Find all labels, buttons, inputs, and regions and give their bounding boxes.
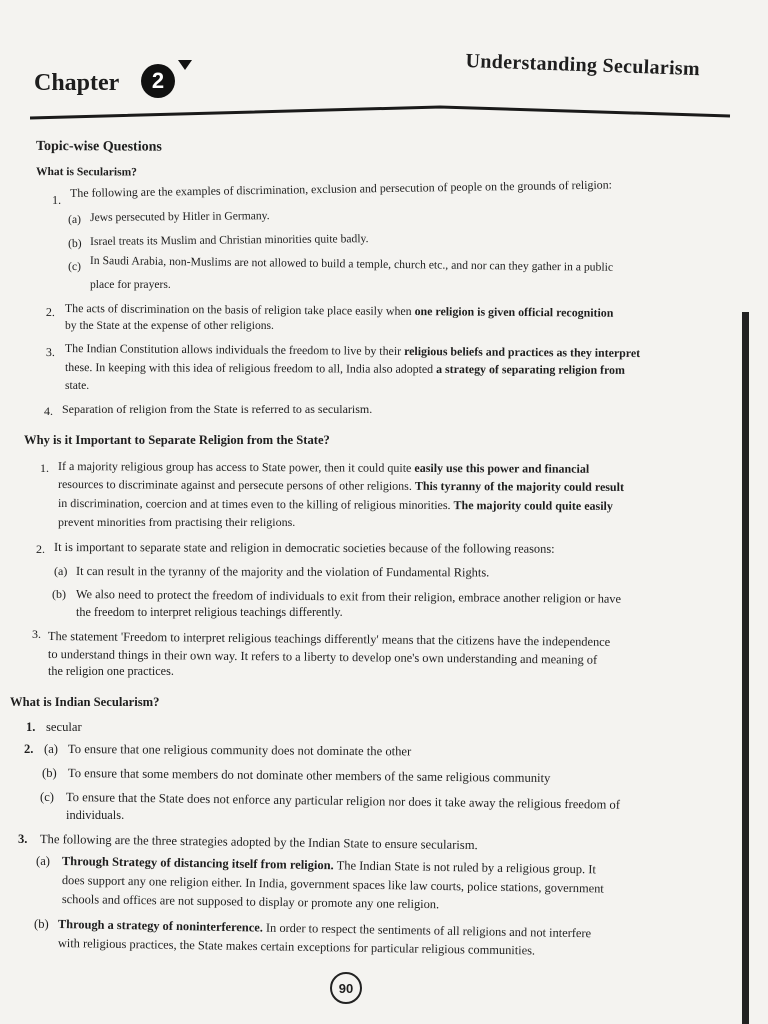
- answer-text: The Indian Constitution allows individuals the freedom to live by their religious beliefs and practices as they interpret: [64, 341, 641, 361]
- answer-text: Through Strategy of distancing itself from religion. The Indian State is not ruled by a religious group. It: [61, 854, 597, 877]
- answer-text: The following are the three strategies adopted by the Indian State to ensure secularism.: [39, 832, 478, 853]
- question-number: 1.: [26, 720, 36, 734]
- question-number: 1.: [40, 461, 49, 475]
- option-label: (a): [44, 742, 58, 756]
- question-number: 3.: [18, 832, 28, 846]
- option-label: (a): [36, 854, 50, 868]
- question-number: 2.: [36, 542, 45, 556]
- answer-text: state.: [65, 379, 90, 392]
- option-label: (a): [67, 212, 81, 226]
- answer-text: by the State at the expense of other religions.: [65, 319, 274, 332]
- option-label: (a): [54, 564, 68, 578]
- header-rule: [30, 104, 740, 120]
- question-number: 1.: [51, 192, 62, 207]
- question-number: 2.: [24, 742, 34, 756]
- chapter-arrow-icon: [178, 60, 192, 70]
- page-number: 90: [330, 972, 362, 1004]
- answer-text: To ensure that the State does not enforce any particular religion nor does it take away the religious freedom of: [65, 790, 621, 812]
- subsection-heading: What is Secularism?: [35, 166, 137, 179]
- page-edge-bar: [742, 312, 749, 1024]
- answer-text: Through a strategy of noninterference. In order to respect the sentiments of all religions and not interfere: [57, 917, 592, 941]
- answer-text: To ensure that some members do not dominate other members of the same religious community: [67, 766, 551, 786]
- question-number: 3.: [45, 345, 56, 360]
- answer-text: The acts of discrimination on the basis of religion take place easily when one religion is given official recognition: [64, 301, 614, 320]
- answer-text: The statement 'Freedom to interpret religious teachings differently' means that the citizens have the independence: [47, 629, 611, 649]
- answer-text: the religion one practices.: [48, 664, 174, 678]
- option-label: (b): [67, 236, 82, 250]
- answer-text: In Saudi Arabia, non-Muslims are not allowed to build a temple, church etc., and nor can they gather in a public: [89, 254, 614, 274]
- question-number: 4.: [44, 404, 53, 418]
- answer-text: place for prayers.: [90, 278, 171, 291]
- answer-text: these. In keeping with this idea of religious freedom to all, India also adopted a strategy of separating religion from: [64, 360, 625, 377]
- chapter-title: Understanding Secularism: [465, 50, 701, 81]
- option-label: (b): [34, 917, 49, 931]
- chapter-number-badge: 2: [141, 64, 175, 98]
- answer-text: with religious practices, the State makes certain exceptions for particular religious communities.: [57, 936, 536, 958]
- answer-text: The following are the examples of discrimination, exclusion and persecution of people on the grounds of religion:: [69, 177, 612, 200]
- answer-text: Separation of religion from the State is referred to as secularism.: [62, 402, 373, 416]
- option-label: (b): [42, 766, 57, 780]
- answer-text: the freedom to interpret religious teachings differently.: [76, 605, 343, 619]
- answer-text: Israel treats its Muslim and Christian minorities quite badly.: [89, 232, 369, 248]
- answer-text: to understand things in their own way. It refers to a liberty to develop one's own understanding and meaning of: [47, 647, 598, 667]
- section-heading: Topic-wise Questions: [35, 139, 162, 155]
- answer-text: in discrimination, coercion and at times even to the killing of religious minorities. The majority could quite easily: [57, 496, 613, 513]
- option-label: (b): [52, 587, 66, 601]
- chapter-label: Chapter: [34, 70, 120, 96]
- answer-text: It can result in the tyranny of the majority and the violation of Fundamental Rights.: [75, 564, 490, 580]
- option-label: (c): [40, 790, 54, 804]
- answer-text: individuals.: [66, 808, 125, 822]
- subsection-heading: What is Indian Secularism?: [10, 695, 160, 709]
- question-number: 2.: [45, 305, 56, 320]
- answer-text: Jews persecuted by Hitler in Germany.: [89, 209, 270, 224]
- answer-text: We also need to protect the freedom of individuals to exit from their religion, embrace another religion or have: [75, 587, 622, 606]
- question-number: 3.: [32, 627, 41, 641]
- answer-text: secular: [46, 720, 82, 734]
- answer-text: resources to discriminate against and persecute persons of other religions. This tyranny of the majority could result: [57, 477, 624, 494]
- answer-text: prevent minorities from practising their religions.: [58, 515, 296, 529]
- answer-text: It is important to separate state and religion in democratic societies because of the following reasons:: [53, 540, 555, 556]
- option-label: (c): [67, 259, 81, 273]
- answer-text: If a majority religious group has access to State power, then it could quite easily use this power and financial: [57, 459, 590, 476]
- answer-text: To ensure that one religious community does not dominate the other: [67, 742, 412, 759]
- answer-text: does support any one religion either. In India, government spaces like law courts, police stations, government: [61, 873, 604, 896]
- subsection-heading: Why is it Important to Separate Religion from the State?: [24, 433, 330, 447]
- answer-text: schools and offices are not supposed to display or promote any one religion.: [61, 892, 440, 912]
